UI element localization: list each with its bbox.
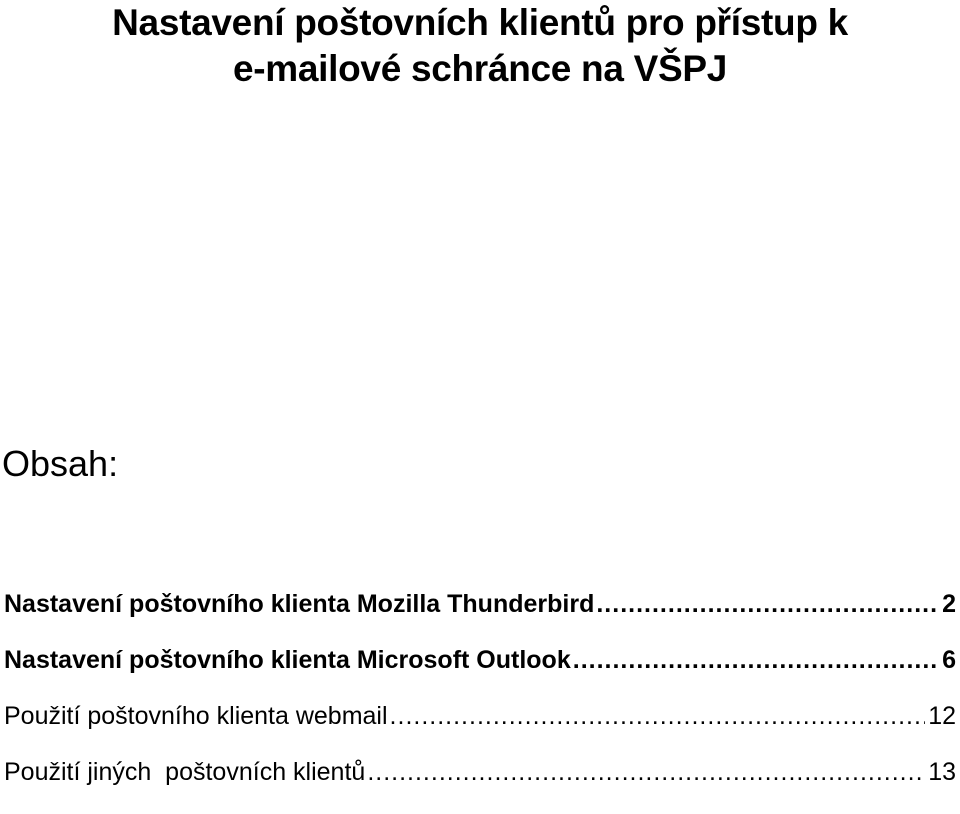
document-title-line-2: e-mailové schránce na VŠPJ [232, 48, 727, 89]
toc-entry-outlook[interactable] [4, 646, 956, 702]
toc-dot-leader [596, 590, 939, 619]
toc-entry-other-clients[interactable] [4, 758, 956, 814]
document-title-line-1: Nastavení poštovních klientů pro přístup k [112, 2, 848, 43]
toc-entry-webmail[interactable] [4, 702, 956, 758]
toc-dot-leader [573, 646, 939, 675]
toc-entry-thunderbird[interactable] [4, 590, 956, 646]
toc-page-number: 13 [928, 758, 956, 786]
toc-entry-title: Použití jiných poštovních klientů [4, 758, 366, 786]
toc-page-number: 2 [942, 590, 956, 618]
toc-entry-title: Použití poštovního klienta webmail [4, 702, 388, 730]
toc-dot-leader [367, 758, 925, 787]
toc-heading: Obsah: [2, 443, 119, 484]
toc-dot-leader [390, 702, 926, 731]
table-of-contents [4, 590, 956, 814]
toc-page-number: 12 [928, 702, 956, 730]
toc-entry-title: Nastavení poštovního klienta Mozilla Thunderbird [4, 590, 595, 618]
toc-page-number: 6 [942, 646, 956, 674]
document-title [0, 0, 960, 92]
toc-entry-title: Nastavení poštovního klienta Microsoft Outlook [4, 646, 571, 674]
